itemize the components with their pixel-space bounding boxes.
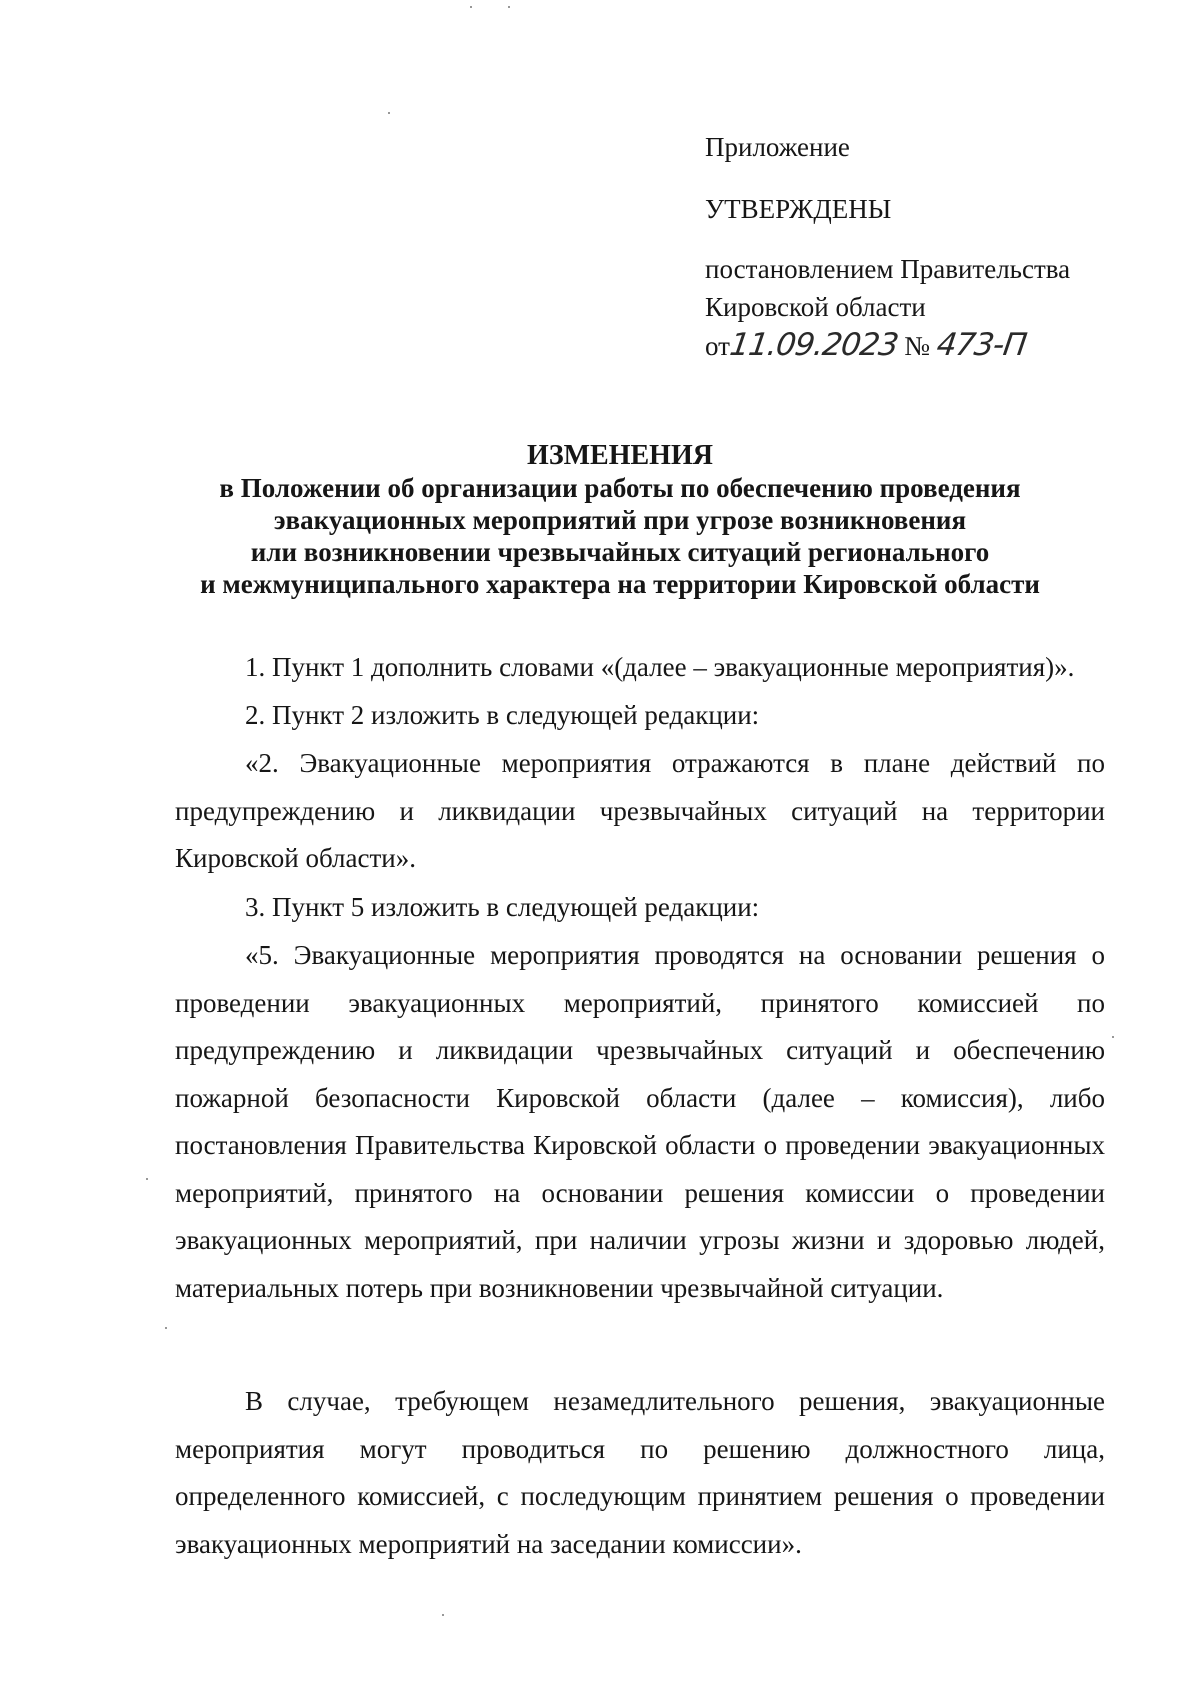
title-line-1: в Положении об организации работы по обеспечению проведения: [219, 473, 1021, 503]
scan-speck: [165, 1327, 167, 1329]
approved-by-block: [705, 250, 1070, 365]
number-sign: №: [904, 331, 930, 361]
scan-speck: [388, 112, 390, 114]
paragraph-2: 2. Пункт 2 изложить в следующей редакции:: [245, 700, 760, 730]
paragraph-4: 3. Пункт 5 изложить в следующей редакции:: [245, 892, 760, 922]
approved-by-line2: Кировской области: [705, 292, 926, 322]
handwritten-number: 473-П: [934, 327, 1028, 363]
approval-date-number: [705, 326, 1070, 365]
from-prefix: от: [705, 331, 730, 361]
title-line-3: или возникновении чрезвычайных ситуаций регионального: [250, 537, 990, 567]
scan-speck: [470, 6, 472, 8]
paragraph-5: «5. Эвакуационные мероприятия проводятся на основании решения о проведении эвакуационных мероприятий, принятого комиссией по предупреждению и ликвидации чрезвычайных ситуаций и обеспечению пожарной безопасности Кировской области (далее – комиссия), либо постановления Правительства Кировской области о проведении эвакуационных мероприятий, принятого на основании решения комиссии о проведении эвакуационных мероприятий, при наличии угрозы жизни и здоровью людей, материальных потерь при возникновении чрезвычайной ситуации.: [175, 940, 1105, 1303]
document-title: [160, 440, 1080, 600]
appendix-label: Приложение: [705, 132, 850, 162]
scan-speck: [508, 6, 510, 8]
paragraph-3: «2. Эвакуационные мероприятия отражаются в плане действий по предупреждению и ликвидации чрезвычайных ситуаций на территории Кировской области».: [175, 748, 1105, 873]
title-line-4: и межмуниципального характера на территории Кировской области: [200, 569, 1040, 599]
scan-speck: [146, 1178, 148, 1180]
handwritten-date: 11.09.2023: [727, 327, 900, 363]
title-main: ИЗМЕНЕНИЯ: [527, 440, 713, 471]
approved-by-line1: постановлением Правительства: [705, 254, 1071, 284]
approved-label: УТВЕРЖДЕНЫ: [705, 194, 892, 224]
paragraph-1: 1. Пункт 1 дополнить словами «(далее – эвакуационные мероприятия)».: [245, 652, 1075, 682]
scan-speck: [1112, 1036, 1114, 1038]
title-line-2: эвакуационных мероприятий при угрозе возникновения: [273, 505, 967, 535]
paragraph-6: В случае, требующем незамедлительного решения, эвакуационные мероприятия могут проводиться по решению должностного лица, определенного комиссией, с последующим принятием решения о проведении эвакуационных мероприятий на заседании комиссии».: [175, 1386, 1105, 1559]
scan-speck: [442, 1614, 444, 1616]
